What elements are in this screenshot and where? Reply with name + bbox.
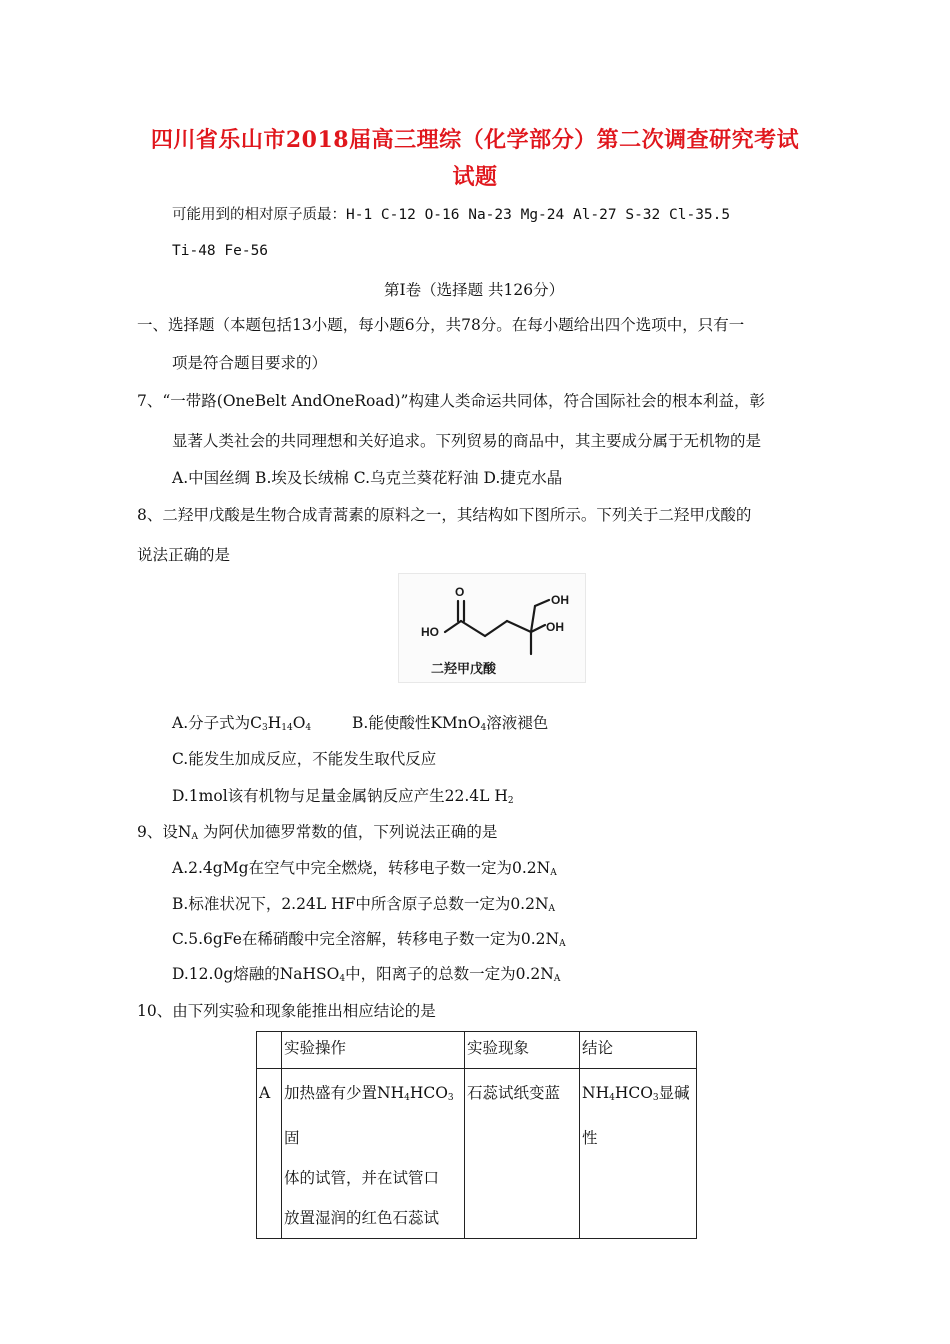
atom-oh-mid: OH [546,620,564,634]
op-hco: HCO [409,1084,448,1102]
exam-title-line1: 四川省乐山市2018届高三理综（化学部分）第二次调查研究考试 [150,127,800,153]
q9-option-c-text: C.5.6gFe在稀硝酸中完全溶解，转移电子数一定为0.2N [172,930,560,948]
q8-option-c: C.能发生加成反应，不能发生取代反应 [172,750,437,768]
header-cell-blank [257,1032,282,1069]
sub-3: 3 [652,1093,659,1103]
row-phenomenon: 石蕊试纸变蓝 [465,1069,580,1239]
sub-4: 4 [480,723,487,733]
sub-3: 3 [261,723,268,733]
q7-stem-line2: 显著人类社会的共同理想和关好追求。下列贸易的商品中，其主要成分属于无机物的是 [172,432,762,450]
q7-stem-line1: 7、“一带路(OneBelt AndOneRoad)”构建人类命运共同体，符合国际社会的根本利益，彰 [137,392,765,410]
sub-4: 4 [339,974,346,984]
op-text: 加热盛有少置NH [284,1084,405,1102]
header-cell-conclusion: 结论 [580,1032,697,1069]
sub-a: A [553,974,561,984]
q8-option-d [172,784,514,806]
structural-formula [399,574,585,682]
sub-4: 4 [404,1093,410,1103]
experiment-table [256,1031,697,1239]
q8-option-b-text: B.能使酸性KMnO [352,714,481,732]
q9-option-b [172,892,555,914]
header-cell-phenomenon: 实验现象 [465,1032,580,1069]
header-cell-operation: 实验操作 [282,1032,465,1069]
bond-c4-c5 [531,606,535,632]
operation-line2: 体的试管，并在试管口 [284,1169,440,1187]
row-conclusion [580,1069,697,1239]
section-title: 第Ⅰ卷（选择题 共126分） [384,281,565,299]
q9-stem-pre: 9、设N [137,823,192,841]
instructions-line1: 一、选择题（本题包括13小题，每小题6分，共78分。在每小题给出四个选项中，只有一 [137,316,745,334]
operation-line3: 放置湿润的红色石蕊试 [284,1209,440,1227]
atom-ho: HO [421,625,439,639]
q8-option-b-tail: 溶液褪色 [486,714,549,732]
q9-option-a [172,856,557,878]
q8-stem-line2: 说法正确的是 [137,546,231,564]
sub-2: 2 [507,796,514,806]
sub-a: A [191,832,198,842]
table-row [257,1069,697,1239]
sub-a: A [548,904,556,914]
q9-option-d-tail: 中，阳离子的总数一定为0.2N [345,965,554,983]
q9-stem-post: 为阿伏加德罗常数的值，下列说法正确的是 [197,823,498,841]
q8-option-d-text: D.1mol该有机物与足量金属钠反应产生22.4L H [172,787,508,805]
bond-c1-c2 [461,621,485,636]
structure-figure [398,573,586,683]
atom-oh-top: OH [551,593,569,607]
concl-tail: 显碱性 [582,1084,690,1147]
atom-o: O [455,585,465,599]
q9-option-d [172,962,560,984]
q9-option-c [172,927,566,949]
concl-nh: NH [582,1084,610,1102]
sub-4: 4 [305,723,312,733]
sub-a: A [559,939,566,949]
bond-c5-oh [535,600,549,606]
exam-title-line2: 试题 [452,164,498,190]
row-operation [282,1069,465,1239]
bond-ho-c1 [445,621,461,632]
q8-option-a [172,711,311,733]
q9-stem [137,820,497,842]
q9-option-a-text: A.2.4gMg在空气中完全燃烧，转移电子数一定为0.2N [172,859,551,877]
operation-line1 [284,1073,462,1158]
q8-option-b [352,711,548,733]
instructions-line2: 项是符合题目要求的） [172,354,328,372]
table-header-row [257,1032,697,1069]
row-label: A [257,1069,282,1239]
sub-a: A [550,868,557,878]
atomic-masses-line1: 可能用到的相对原子质最：H-1 C-12 O-16 Na-23 Mg-24 Al-27 S-32 Cl-35.5 [172,207,731,223]
figure-caption: 二羟甲戊酸 [431,662,497,677]
bond-c2-c3 [485,621,507,636]
q8-stem-line1: 8、二羟甲戊酸是生物合成青蒿素的原料之一，其结构如下图所示。下列关于二羟甲戊酸的 [137,506,752,524]
sub-4: 4 [609,1093,615,1103]
q10-stem: 10、由下列实验和现象能推出相应结论的是 [137,1002,436,1020]
sub-14: 14 [281,723,293,733]
q8-option-a-text: A.分子式为C [172,714,262,732]
op-tail: 固 [284,1129,300,1147]
sub-3: 3 [447,1093,454,1103]
q8-option-a-h: H [267,714,282,732]
bond-c3-c4 [507,621,531,632]
q7-options: A.中国丝绸 B.埃及长绒棉 C.乌克兰葵花籽油 D.捷克水晶 [172,469,563,487]
bond-c4-oh [531,625,545,632]
atomic-masses-line2: Ti-48 Fe-56 [172,243,269,259]
concl-hco: HCO [614,1084,653,1102]
q9-option-b-text: B.标准状况下，2.24L HF中所含原子总数一定为0.2N [172,895,549,913]
q9-option-d-text: D.12.0g熔融的NaHSO [172,965,340,983]
q8-option-a-o: O [292,714,306,732]
